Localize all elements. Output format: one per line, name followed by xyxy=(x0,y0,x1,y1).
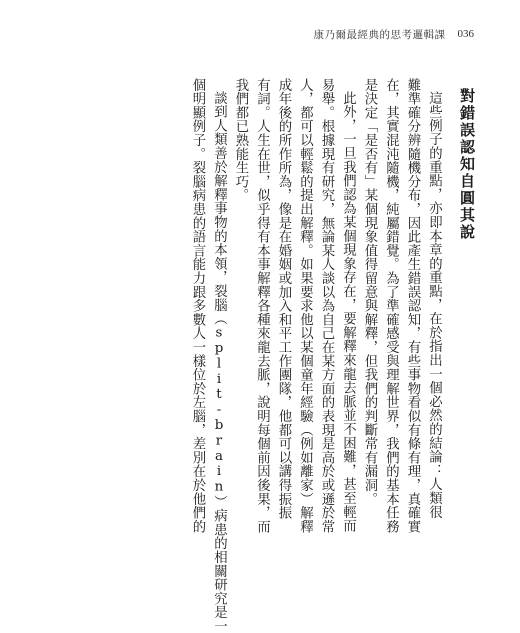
text-column: 個明顯例子。裂腦病患的語言能力跟多數人一樣位於左腦，差別在於他們的 xyxy=(190,78,205,534)
text-column: 易舉。根據現有研究，無論某人談以為自己在某方面的表現是高於或遜於常 xyxy=(319,78,334,534)
text-column: 有詞。人生在世，似乎得有本事解釋各種來龍去脈，說明每個前因後果，而 xyxy=(254,78,270,534)
page-number: 036 xyxy=(457,28,474,40)
text-column: 難準確分辨隨機分布，因此產生錯誤認知，有些事物看似有條有理，真確實 xyxy=(405,78,420,534)
text-column: 是決定「是否有」某個現象值得留意與解釋，但我們的判斷常有漏洞。 xyxy=(362,78,377,506)
running-header xyxy=(314,26,475,42)
text-column: 這些例子的重點，亦即本章的重點，在於指出一個必然的結論：人類很 xyxy=(426,91,442,519)
text-column: 此外，一旦我們認為某個現象存在，要解釋來龍去脈並不困難，甚至輕而 xyxy=(340,91,356,533)
body-text xyxy=(188,78,476,633)
text-column: 談到人類善於解釋事物的本領，裂腦（split-brain）病患的相關研究是一 xyxy=(211,91,227,633)
text-column: 人，都可以輕鬆的提出解釋。如果要求他以某個童年經驗（例如離家）解釋 xyxy=(297,78,313,534)
running-title: 康乃爾最經典的思考邏輯課 xyxy=(313,28,446,41)
text-column: 我們都已熟能生巧。 xyxy=(233,78,248,203)
text-column: 成年後的所作所為，像是在婚姻或加入和平工作團隊，他都可以講得振振 xyxy=(276,78,291,520)
section-heading: 對錯誤認知自圓其說 xyxy=(458,88,476,241)
text-column: 在，其實混沌隨機，純屬錯覺。為了準確感受與理解世界，我們的基本任務 xyxy=(383,78,399,534)
